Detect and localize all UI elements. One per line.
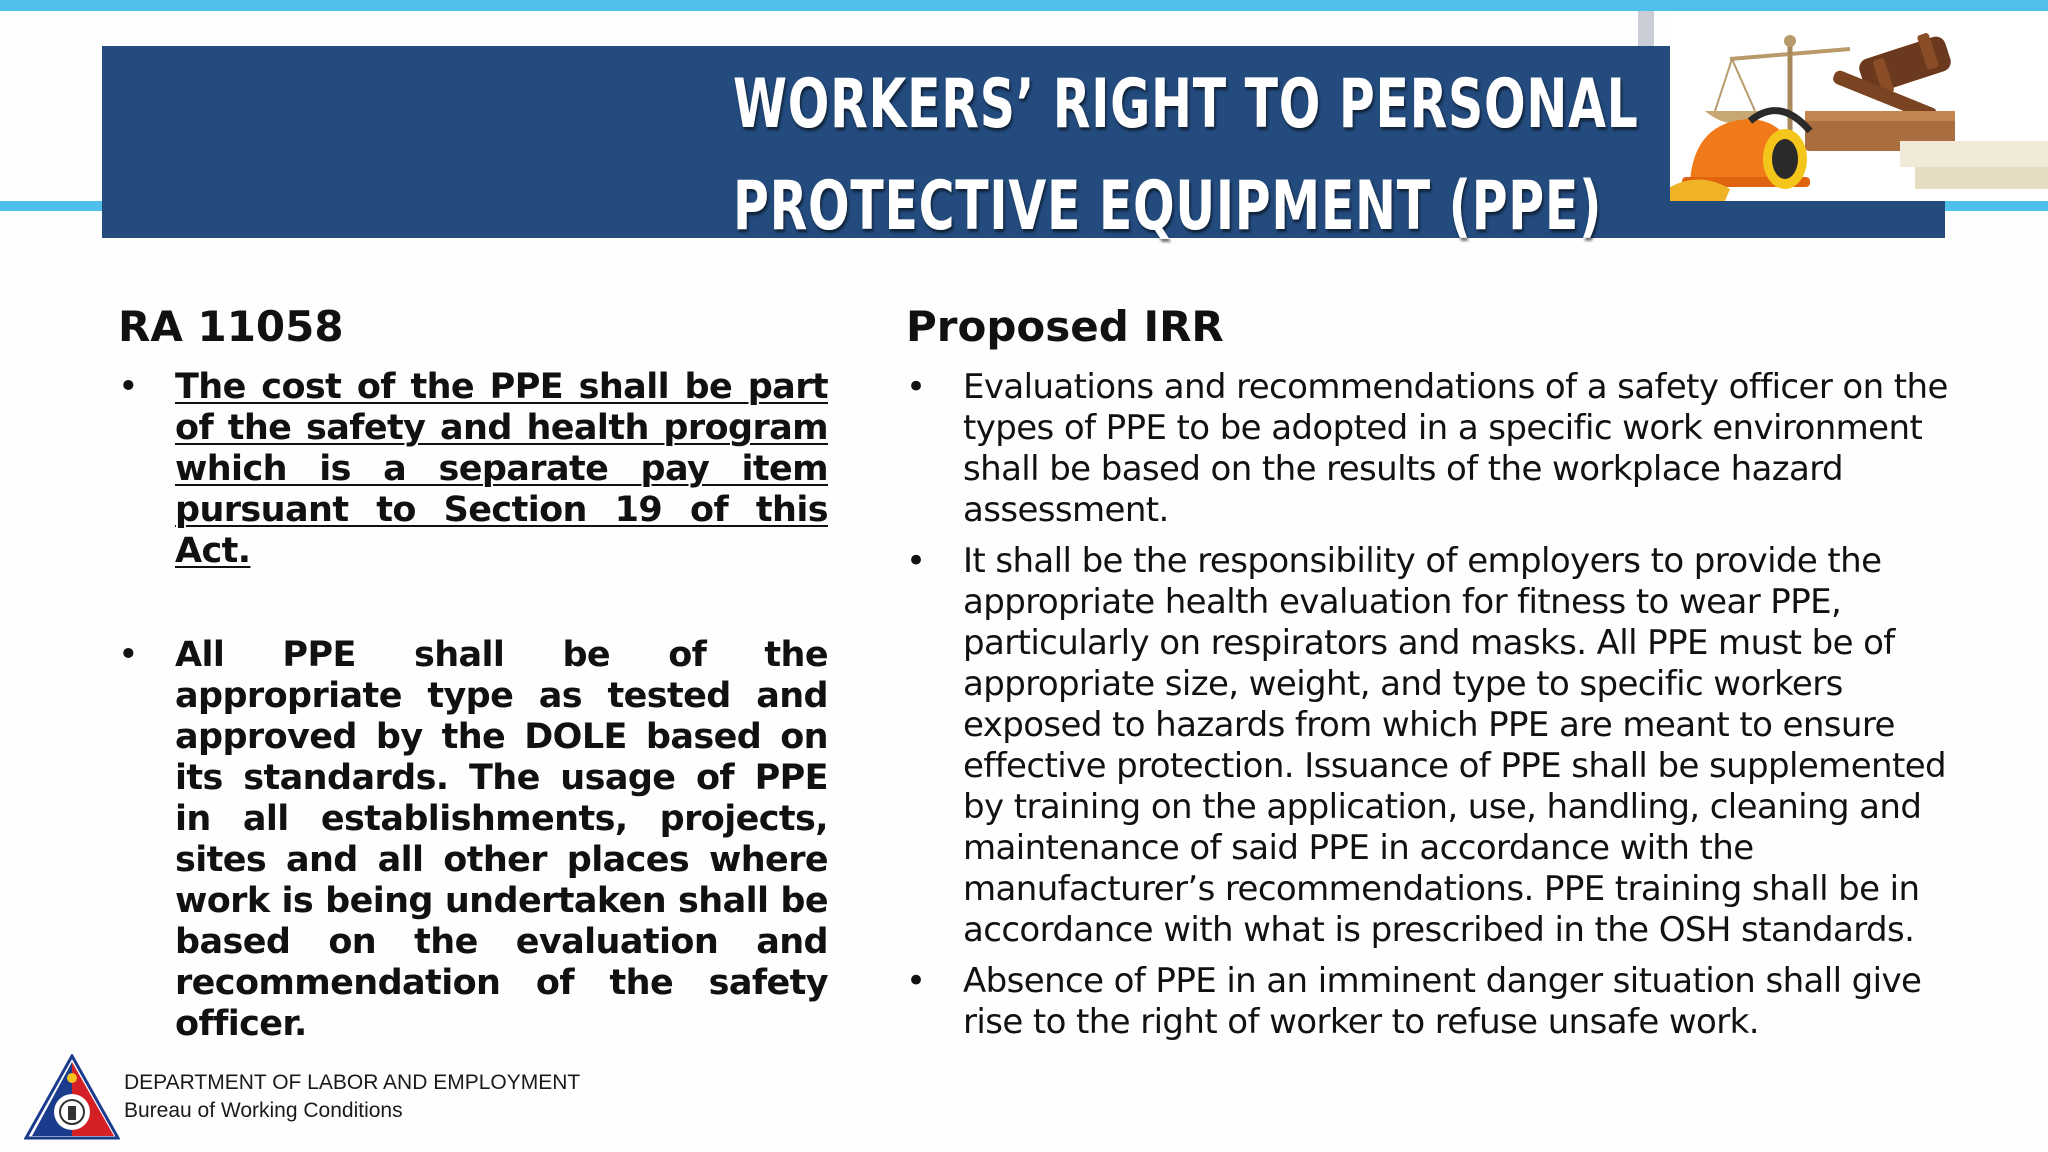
footer-bureau: Bureau of Working Conditions <box>124 1099 403 1122</box>
right-bullet-text: Absence of PPE in an imminent danger situation shall give rise to the right of worker to refuse unsafe work. <box>963 961 1922 1042</box>
left-bullet-text: All PPE shall be of the appropriate type as tested and approved by the DOLE based on its standards. The usage of PPE in all establishments, projects, sites and all other places where work is being undertaken shall be based on the evaluation and recommendation of the safety officer. <box>175 635 828 1044</box>
dole-logo <box>24 1054 120 1142</box>
decorative-tick <box>1638 11 1654 47</box>
right-bullet-text: Evaluations and recommendations of a safety officer on the types of PPE to be adopted in a specific work environment shall be based on the results of the workplace hazard assessment. <box>963 367 1948 530</box>
slide-title <box>733 54 1639 258</box>
right-bullet-item <box>906 541 1986 951</box>
right-bullet-item <box>906 367 1986 531</box>
right-bullet-text: It shall be the responsibility of employers to provide the appropriate health evaluation for fitness to wear PPE, particularly on respirators and masks. All PPE must be of appropriate size, weight, and type to specific workers exposed to hazards from which PPE are meant to ensure effective protection. Issuance of PPE shall be supplemented by training on the application, use, handling, cleaning and maintenance of said PPE in accordance with the manufacturer’s recommendations. PPE training shall be in accordance with what is prescribed in the OSH standards. <box>963 541 1946 950</box>
right-bullet-list <box>906 367 1986 1043</box>
gavel-scales-hardhat-image <box>1670 11 2048 201</box>
title-banner <box>102 46 1945 246</box>
top-accent-line <box>0 0 2048 11</box>
slide-title-line-1: WORKERS’ RIGHT TO PERSONAL <box>733 65 1639 144</box>
left-bullet-list <box>118 367 828 1045</box>
slide-title-line-2: PROTECTIVE EQUIPMENT (PPE) <box>733 167 1603 246</box>
footer-org: DEPARTMENT OF LABOR AND EMPLOYMENT <box>124 1071 581 1094</box>
right-accent-line <box>1945 201 2048 211</box>
left-bullet-item <box>118 635 828 1045</box>
right-bullet-item <box>906 961 1986 1043</box>
left-column-heading: RA 11058 <box>118 302 344 351</box>
right-column-heading: Proposed IRR <box>906 302 1224 351</box>
left-accent-line <box>0 201 104 211</box>
footer-text <box>124 1069 580 1125</box>
left-bullet-item <box>118 367 828 572</box>
left-bullet-text: The cost of the PPE shall be part of the safety and health program which is a separate pay item pursuant to Section 19 of this Act. <box>175 367 828 571</box>
